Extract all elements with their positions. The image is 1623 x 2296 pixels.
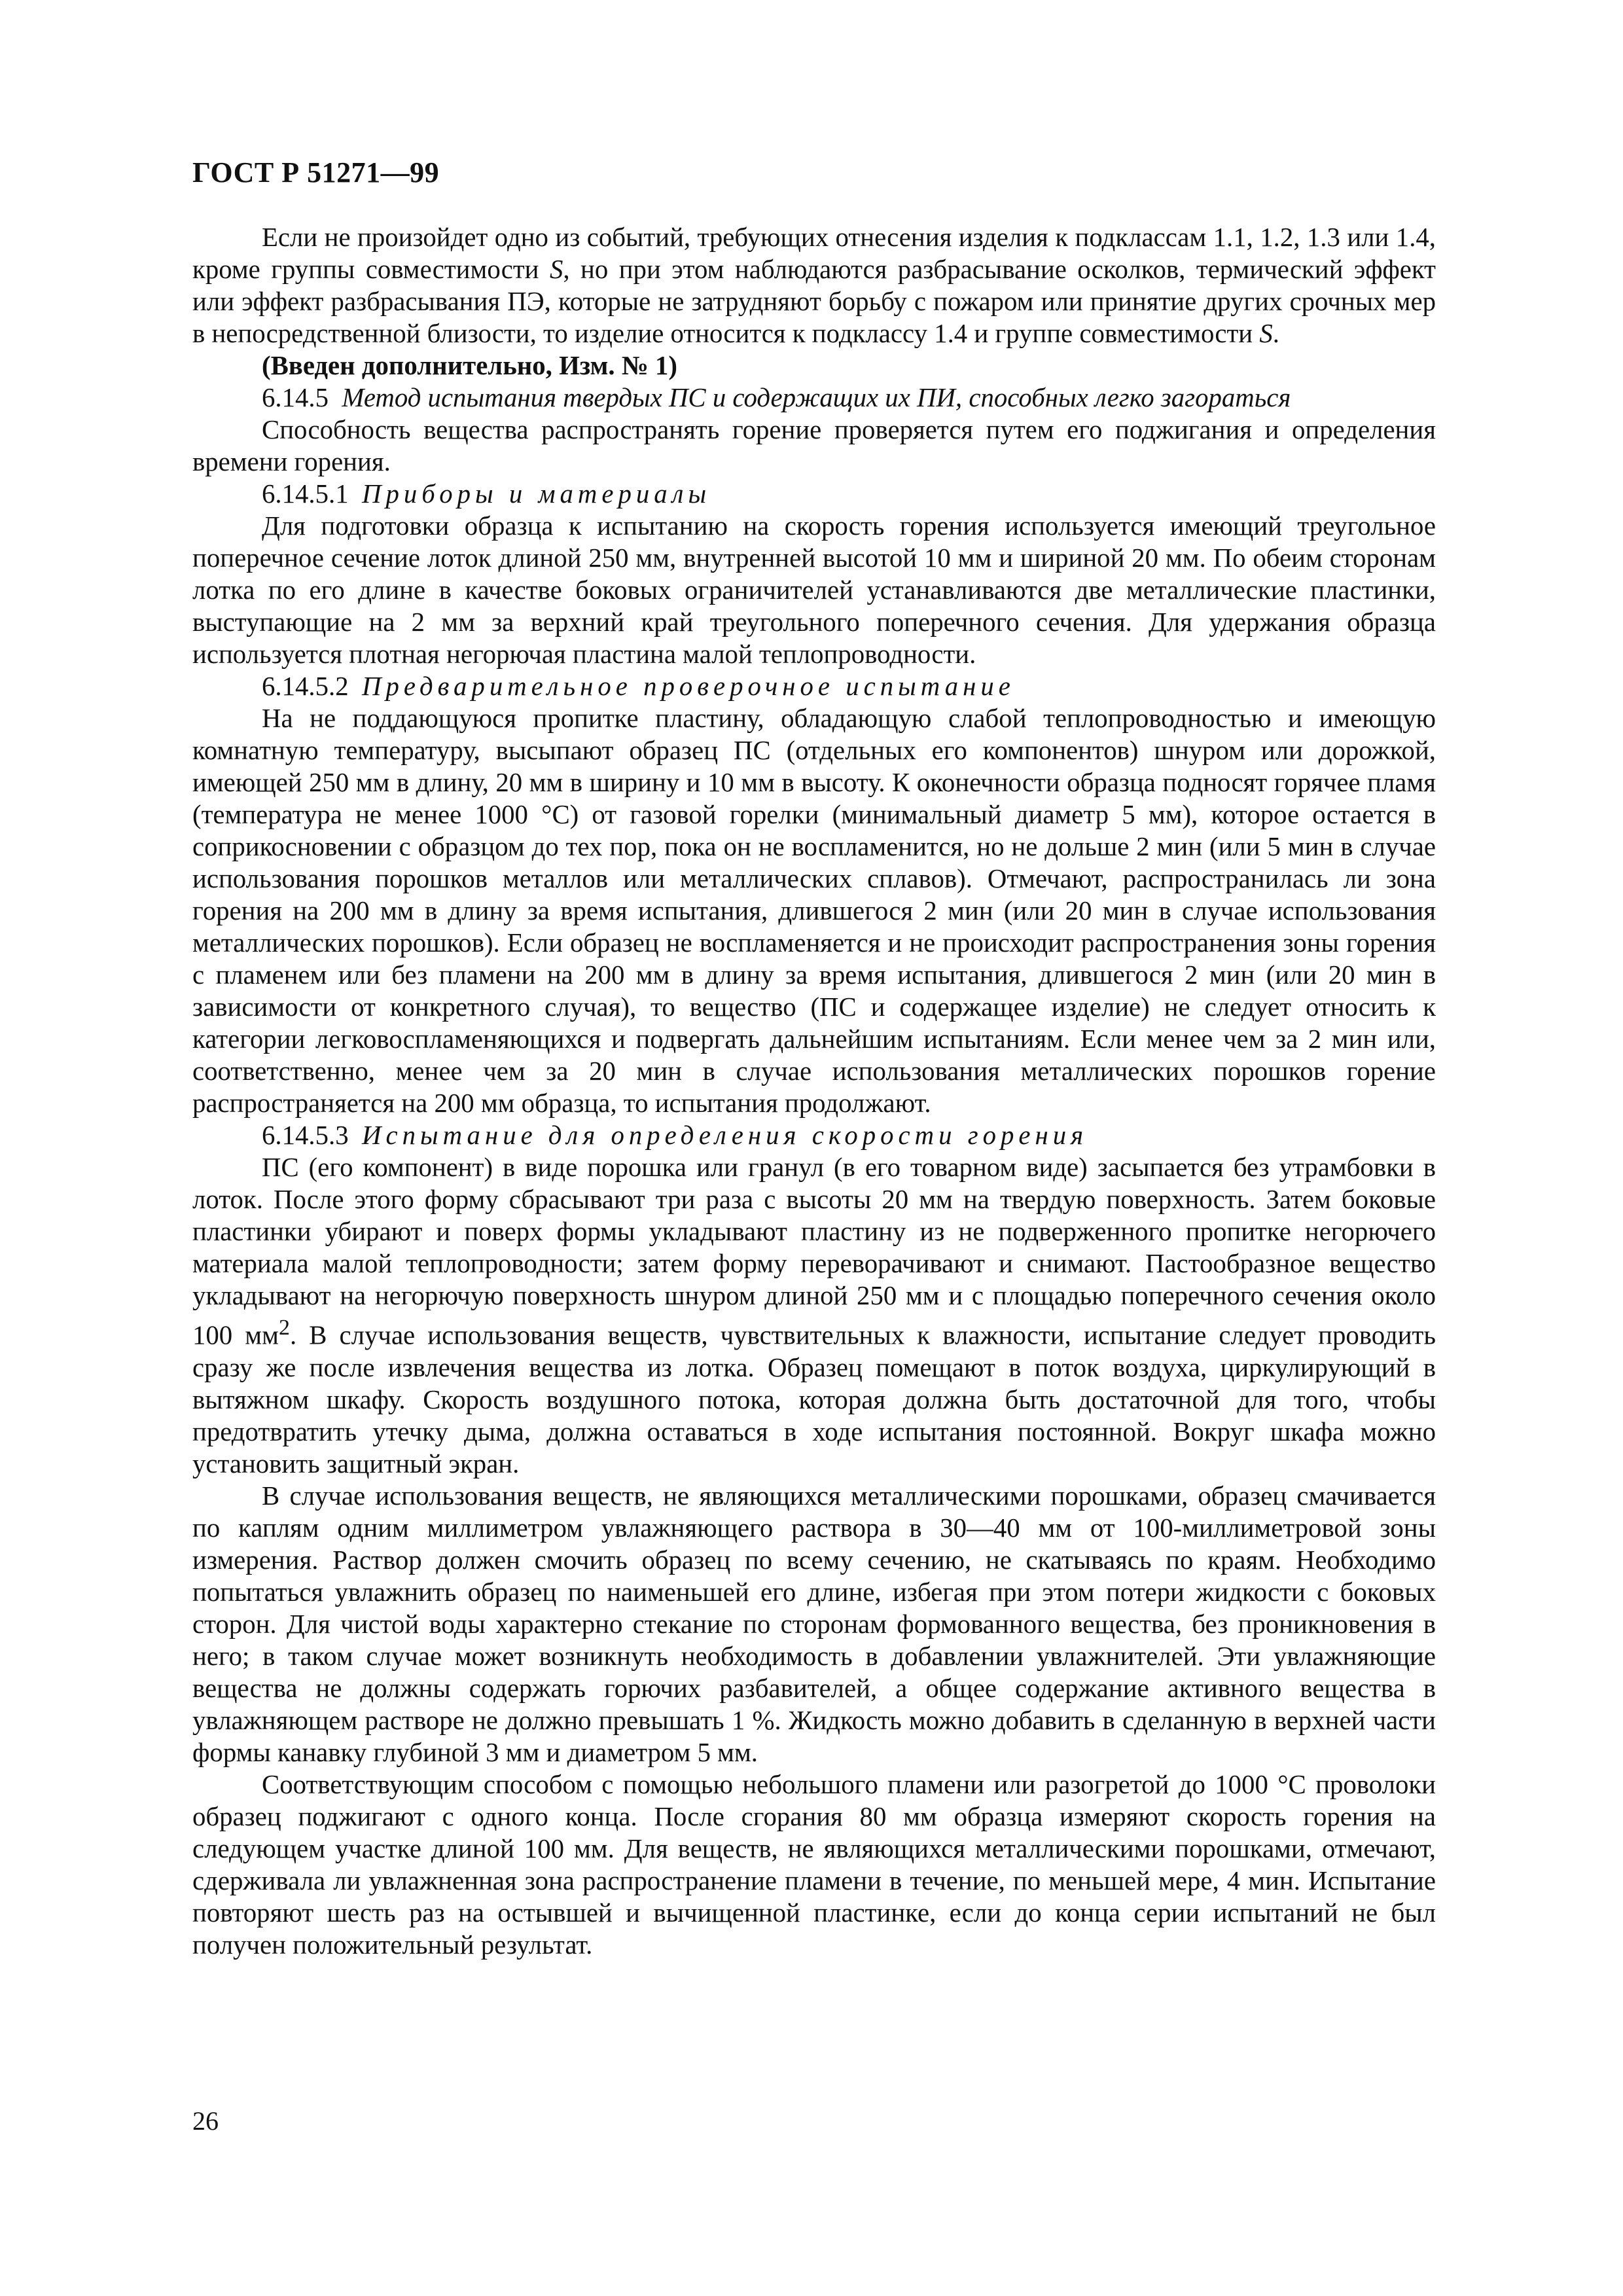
section-number: 6.14.5.3 bbox=[262, 1121, 349, 1150]
paragraph-apparatus: Для подготовки образца к испытанию на скорость горения используется имеющий треугольное поперечное сечение лоток длиной 250 мм, внутренней высотой 10 мм и шириной 20 мм. По обеим сторонам лотка по его длине в качестве боковых ограничителей устанавливаются две металлические пластинки, выступающие на 2 мм за верхний край треугольного поперечного сечения. Для удержания образца используется плотная негорючая пластина малой теплопроводности. bbox=[192, 511, 1436, 669]
paragraph-sample-preparation bbox=[192, 1151, 1436, 1480]
paragraph-wetting-solution: В случае использования веществ, не являющихся металлическими порошками, образец смачивается по каплям одним миллиметром увлажняющего раствора в 30—40 мм от 100-миллиметровой зоны измерения. Раствор должен смочить образец по всему сечению, не скатываясь по краям. Необходимо попытаться увлажнить образец по наименьшей его длине, избегая при этом потери жидкости с боковых сторон. Для чистой воды характерно стекание по сторонам формованного вещества, без проникновения в него; в таком случае может возникнуть необходимость в добавлении увлажнителей. Эти увлажняющие вещества не должны содержать горючих разбавителей, а общее содержание активного вещества в увлажняющем растворе не должно превышать 1 %. Жидкость можно добавить в сделанную в верхней части формы канавку глубиной 3 мм и диаметром 5 мм. bbox=[192, 1480, 1436, 1767]
paragraph-text: . bbox=[1272, 319, 1279, 348]
amendment-note bbox=[192, 350, 1436, 382]
paragraph-burning-ability: Способность вещества распространять горение проверяется путем его поджигания и определения времени горения. bbox=[192, 415, 1436, 476]
section-number: 6.14.5.1 bbox=[262, 479, 349, 509]
section-title: Метод испытания твердых ПС и содержащих их ПИ, способных легко загораться bbox=[342, 383, 1291, 412]
section-title: Испытание для определения скорости горения bbox=[362, 1121, 1088, 1150]
page-number: 26 bbox=[192, 2106, 219, 2136]
paragraph-text: ПС (его компонент) в виде порошка или гранул (в его товарном виде) засыпается без утрамбовки в лоток. После этого форму сбрасывают три раза с высоты 20 мм на твердую поверхность. Затем боковые пластинки убирают и поверх формы укладывают пластину из не подверженного пропитке негорючего материала малой теплопроводности; затем форму переворачивают и снимают. Пастообразное вещество укладывают на негорючую поверхность шнуром длиной 250 мм и с площадью поперечного сечения около 100 мм bbox=[192, 1153, 1436, 1350]
standard-designation: ГОСТ Р 51271—99 bbox=[192, 156, 440, 188]
paragraph-screening-test: На не поддающуюся пропитке пластину, обладающую слабой теплопроводностью и имеющую комнатную температуру, высыпают образец ПС (отдельных его компонентов) шнуром или дорожкой, имеющей 250 мм в длину, 20 мм в ширину и 10 мм в высоту. К оконечности образца подносят горячее пламя (температура не менее 1000 °С) от газовой горелки (минимальный диаметр 5 мм), которое остается в соприкосновении с образцом до тех пор, пока он не воспламенится, но не дольше 2 мин (или 5 мин в случае использования порошков металлов или металлических сплавов). Отмечают, распространилась ли зона горения на 200 мм в длину за время испытания, длившегося 2 мин (или 20 мин в случае использования металлических порошков). Если образец не воспламеняется и не происходит распространения зоны горения с пламенем или без пламени на 200 мм в длину за время испытания, длившегося 2 мин (или 20 мин в зависимости от конкретного случая), то вещество (ПС и содержащее изделие) не следует относить к категории легковоспламеняющихся и подвергать дальнейшим испытаниям. Если менее чем за 2 мин или, соответственно, менее чем за 20 мин в случае использования металлических порошков горение распространяется на 200 мм образца, то испытания продолжают. bbox=[192, 704, 1436, 1118]
paragraph-text: . В случае использования веществ, чувствительных к влажности, испытание следует проводить сразу же после извлечения вещества из лотка. Образец помещают в поток воздуха, циркулирующий в вытяжном шкафу. Скорость воздушного потока, которая должна быть достаточной для того, чтобы предотвратить утечку дыма, должна оставаться в ходе испытания постоянной. Вокруг шкафа можно установить защитный экран. bbox=[192, 1320, 1436, 1479]
section-heading-6-14-5 bbox=[192, 382, 1436, 414]
section-title: Предварительное проверочное испытание bbox=[362, 672, 1015, 701]
section-number: 6.14.5 bbox=[262, 383, 329, 412]
compatibility-group-letter: S bbox=[1259, 319, 1273, 348]
paragraph-text: , но при этом наблюдаются разбрасывание осколков, термический эффект или эффект разбрасывания ПЭ, которые не затрудняют борьбу с пожаром или принятие других срочных мер в непосредственной близости, то изделие относится к подклассу 1.4 и группе совместимости bbox=[192, 255, 1436, 348]
paragraph-ignition-measurement: Соответствующим способом с помощью небольшого пламени или разогретой до 1000 °С проволоки образец поджигают с одного конца. После сгорания 80 мм образца измеряют скорость горения на следующем участке длиной 100 мм. Для веществ, не являющихся металлическими порошками, отмечают, сдерживала ли увлажненная зона распространение пламени в течение, по меньшей мере, 4 мин. Испытание повторяют шесть раз на остывшей и вычищенной пластинке, если до конца серии испытаний не был получен положительный результат. bbox=[192, 1769, 1436, 1960]
amendment-text: (Введен дополнительно, Изм. № 1) bbox=[262, 351, 677, 380]
section-heading-6-14-5-2 bbox=[192, 670, 1436, 702]
compatibility-group-letter: S bbox=[549, 255, 563, 284]
section-title: Приборы и материалы bbox=[362, 479, 711, 509]
section-heading-6-14-5-3 bbox=[192, 1119, 1436, 1151]
section-number: 6.14.5.2 bbox=[262, 672, 349, 701]
paragraph-text: Если не произойдет одно из событий, требующих отнесения изделия к подклассам 1.1, 1.2, 1.3 или 1.4, кроме группы совместимости bbox=[192, 223, 1436, 284]
superscript: 2 bbox=[278, 1316, 290, 1340]
document-body bbox=[192, 221, 1436, 1961]
section-heading-6-14-5-1 bbox=[192, 478, 1436, 510]
paragraph-compatibility-group bbox=[192, 221, 1436, 350]
